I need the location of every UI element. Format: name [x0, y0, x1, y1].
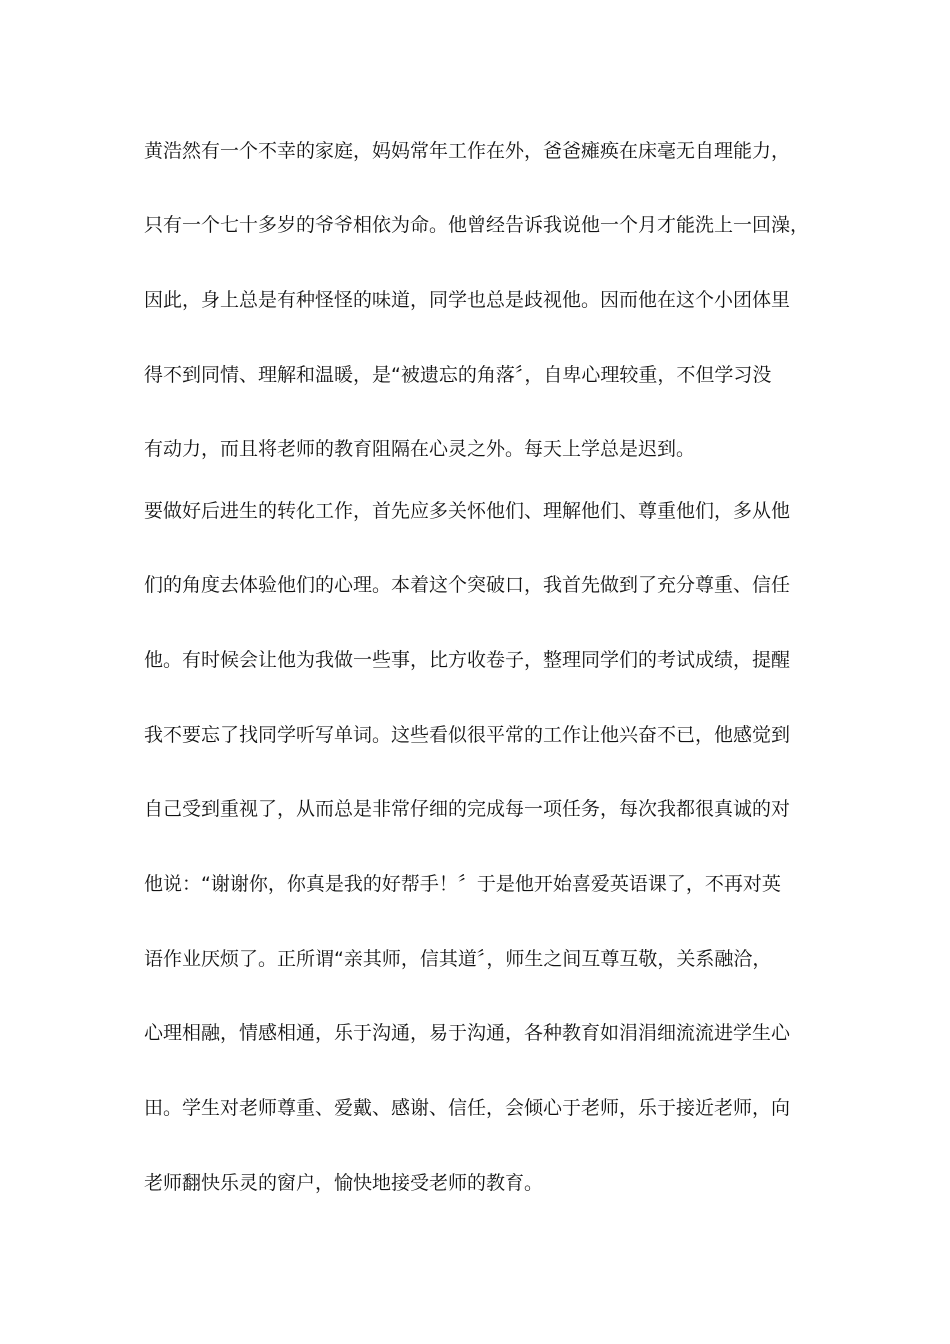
paragraph-2-line-3: 他。有时候会让他为我做一些事，比方收卷子，整理同学们的考试成绩，提醒	[144, 649, 791, 671]
paragraph-1-line-4: 得不到同情、理解和温暖，是“被遗忘的角落〞，自卑心理较重，不但学习没	[144, 364, 772, 386]
paragraph-1-line-3: 因此，身上总是有种怪怪的味道，同学也总是歧视他。因而他在这个小团体里	[144, 289, 791, 311]
paragraph-2-line-10: 老师翻快乐灵的窗户，愉快地接受老师的教育。	[144, 1172, 544, 1194]
paragraph-2-line-4: 我不要忘了找同学听写单词。这些看似很平常的工作让他兴奋不已，他感觉到	[144, 724, 791, 746]
paragraph-2-line-8: 心理相融，情感相通，乐于沟通，易于沟通，各种教育如涓涓细流流进学生心	[144, 1022, 791, 1044]
paragraph-1-line-5: 有动力，而且将老师的教育阻隔在心灵之外。每天上学总是迟到。	[144, 438, 696, 460]
paragraph-2-line-1: 要做好后进生的转化工作，首先应多关怀他们、理解他们、尊重他们，多从他	[144, 500, 791, 522]
paragraph-2-line-2: 们的角度去体验他们的心理。本着这个突破口，我首先做到了充分尊重、信任	[144, 574, 791, 596]
paragraph-1-line-2: 只有一个七十多岁的爷爷相依为命。他曾经告诉我说他一个月才能洗上一回澡，	[144, 214, 810, 236]
paragraph-2-line-7: 语作业厌烦了。正所谓“亲其师，信其道〞，师生之间互尊互敬，关系融洽，	[144, 948, 772, 970]
paragraph-2-line-5: 自己受到重视了，从而总是非常仔细的完成每一项任务，每次我都很真诚的对	[144, 798, 791, 820]
paragraph-1-line-1: 黄浩然有一个不幸的家庭，妈妈常年工作在外，爸爸瘫痪在床毫无自理能力，	[144, 140, 791, 162]
paragraph-2-line-9: 田。学生对老师尊重、爱戴、感谢、信任，会倾心于老师，乐于接近老师，向	[144, 1097, 791, 1119]
paragraph-2-line-6: 他说：“谢谢你，你真是我的好帮手！〞于是他开始喜爱英语课了，不再对英	[144, 873, 781, 895]
